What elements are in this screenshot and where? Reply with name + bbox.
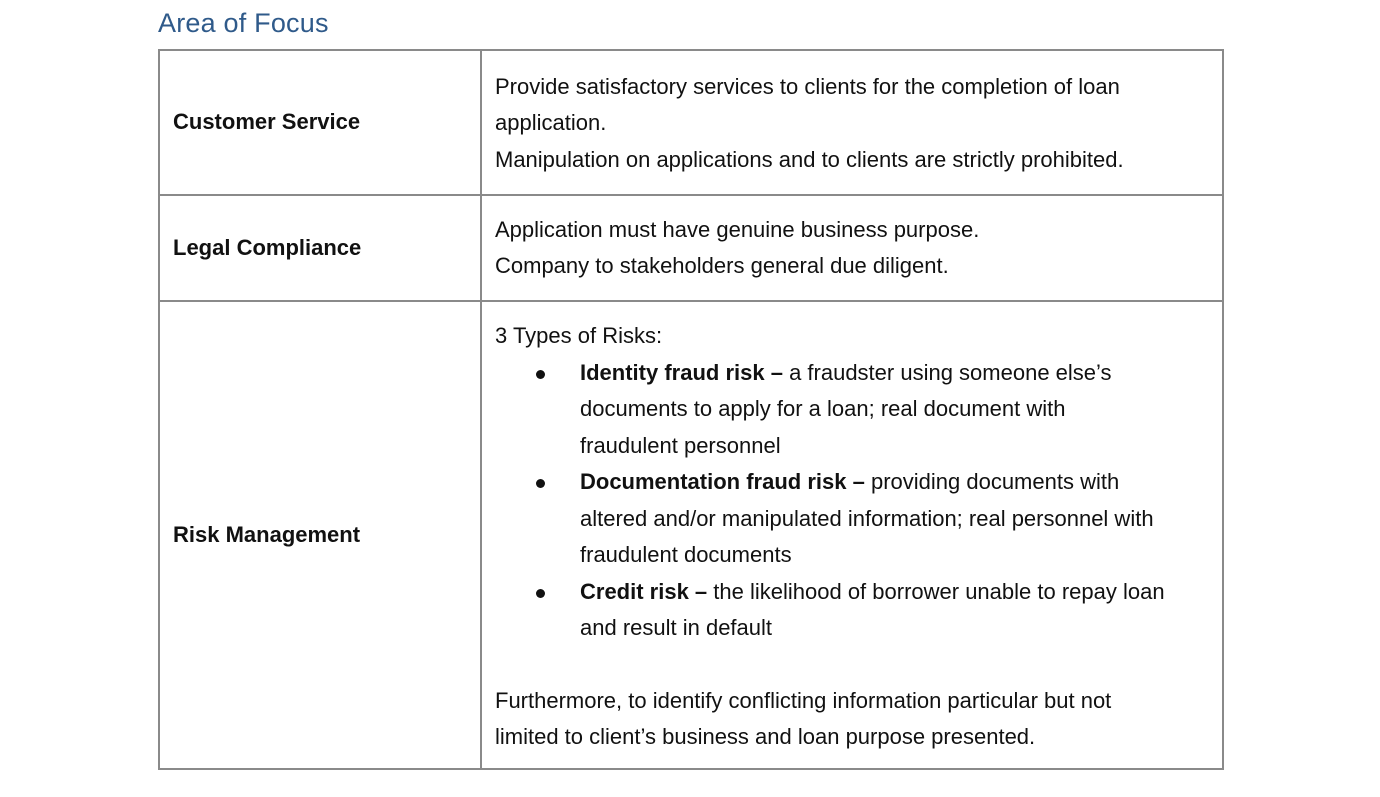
risk-text: providing documents with [864,469,1120,495]
page-title: Area of Focus [158,8,329,38]
text-line: Provide satisfactory services to clients for the completion of loan [495,73,1120,99]
risk-text: a fraudster using someone else’s [782,359,1112,385]
risk-text: altered and/or manipulated information; real personnel with [580,505,1154,531]
row-label-customer-service: Customer Service [159,50,481,195]
risk-text: and result in default [580,615,773,641]
spacer [495,647,1212,683]
focus-table [158,49,1224,770]
row-label-legal-compliance: Legal Compliance [159,195,481,301]
row-description [481,301,1223,769]
table-row [159,50,1223,195]
list-item [495,464,1212,574]
risk-intro: 3 Types of Risks: [495,323,663,349]
risk-list [495,355,1212,647]
row-description [481,195,1223,301]
risk-term: Documentation fraud risk – [580,469,865,495]
table-row [159,195,1223,301]
text-line: Manipulation on applications and to clients are strictly prohibited. [495,146,1124,172]
text-line: Company to stakeholders general due diligent. [495,253,949,278]
list-item [495,355,1212,465]
row-description [481,50,1223,195]
closing-text: Furthermore, to identify conflicting information particular but not [495,687,1112,713]
risk-text: documents to apply for a loan; real document with [580,396,1066,422]
text-line: Application must have genuine business purpose. [495,216,980,242]
row-label-risk-management: Risk Management [159,301,481,769]
risk-term: Credit risk – [580,578,708,604]
risk-text: the likelihood of borrower unable to repay loan [707,578,1165,604]
risk-term: Identity fraud risk – [580,359,783,385]
risk-text: fraudulent documents [580,542,792,568]
table-row [159,301,1223,769]
risk-text: fraudulent personnel [580,432,781,458]
list-item [495,574,1212,647]
text-line: application. [495,110,607,136]
closing-text: limited to client’s business and loan purpose presented. [495,724,1036,750]
